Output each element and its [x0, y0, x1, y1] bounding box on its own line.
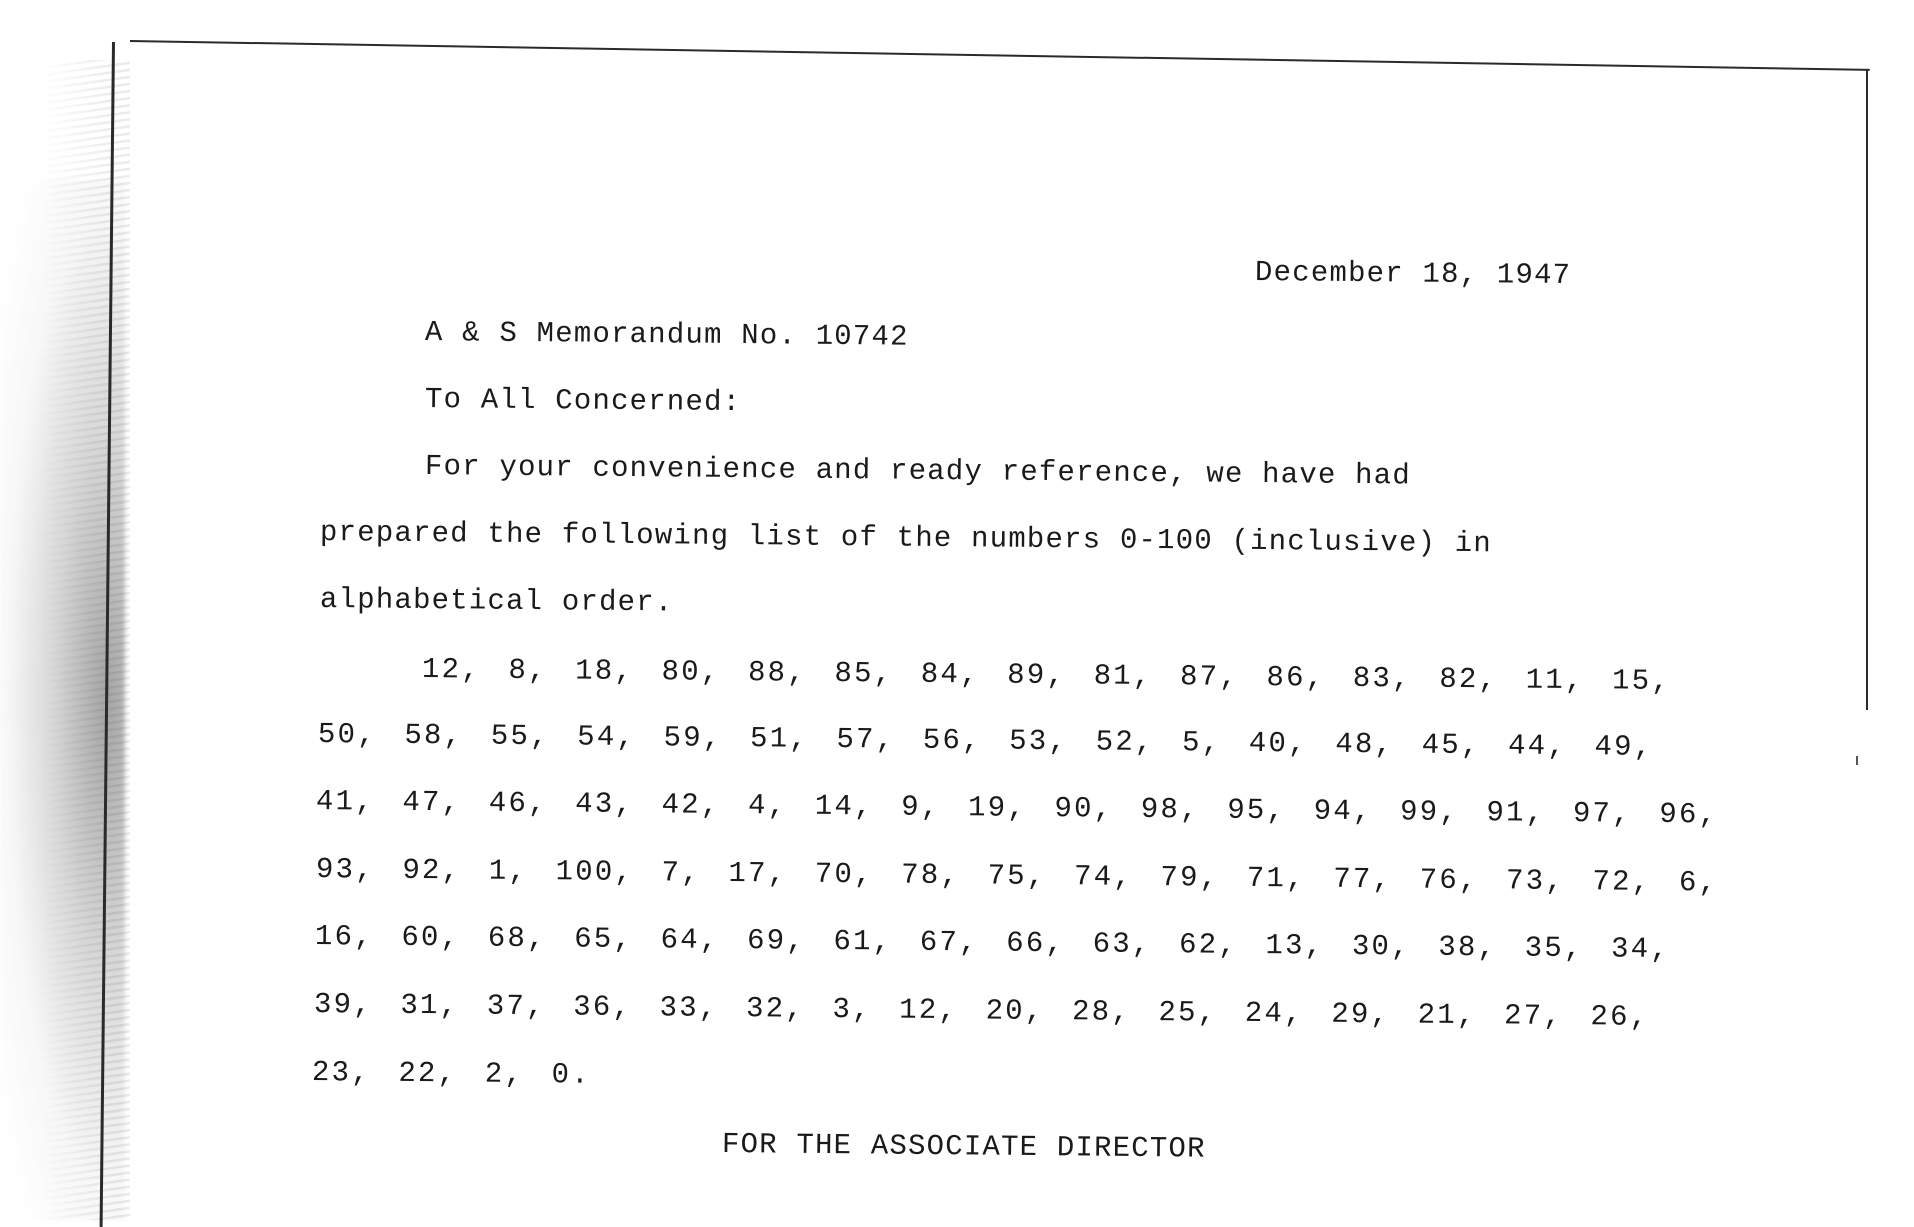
- memo-signature: FOR THE ASSOCIATE DIRECTOR: [721, 1128, 1206, 1166]
- memo-body-line: prepared the following list of the numbers 0-100 (inclusive) in: [319, 516, 1493, 561]
- memo-body-line: alphabetical order.: [319, 583, 674, 620]
- number-list-line: 23, 22, 2, 0.: [311, 1056, 591, 1092]
- number-list-line: 16, 60, 68, 65, 64, 69, 61, 67, 66, 63, 62, 13, 30, 38, 35, 34,: [314, 920, 1671, 967]
- memo-date: December 18, 1947: [1254, 256, 1572, 293]
- memo-number: A & S Memorandum No. 10742: [424, 316, 909, 354]
- number-list-line: 50, 58, 55, 54, 59, 51, 57, 56, 53, 52, 5, 40, 48, 45, 44, 49,: [317, 718, 1654, 764]
- memo-salutation: To All Concerned:: [424, 383, 742, 420]
- number-list-line: 41, 47, 46, 43, 42, 4, 14, 9, 19, 90, 98, 95, 94, 99, 91, 97, 96,: [315, 785, 1719, 832]
- number-list-line: 93, 92, 1, 100, 7, 17, 70, 78, 75, 74, 79, 71, 77, 76, 73, 72, 6,: [315, 853, 1719, 900]
- memo-body-line: For your convenience and ready reference, we have had: [424, 450, 1412, 493]
- number-list-line: 39, 31, 37, 36, 33, 32, 3, 12, 20, 28, 25, 24, 29, 21, 27, 26,: [313, 988, 1650, 1034]
- number-list-line: 12, 8, 18, 80, 88, 85, 84, 89, 81, 87, 86, 83, 82, 11, 15,: [421, 653, 1672, 698]
